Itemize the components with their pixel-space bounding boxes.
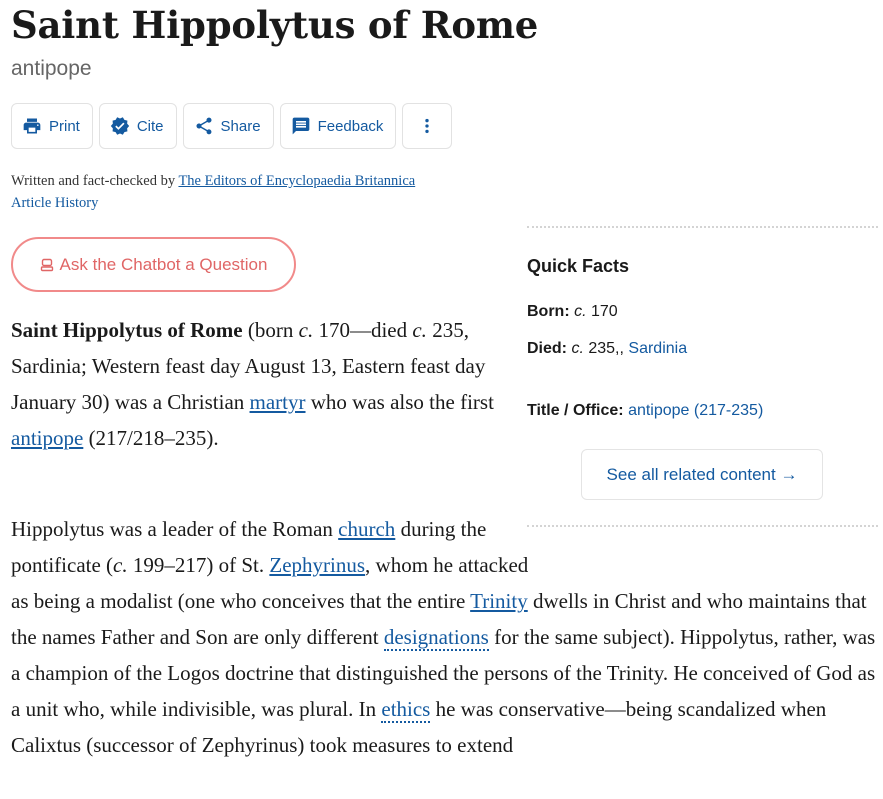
ask-chatbot-button[interactable] xyxy=(11,237,296,292)
chatbot-icon xyxy=(40,258,54,272)
cite-button[interactable] xyxy=(99,103,177,149)
article-toolbar xyxy=(11,103,452,149)
ethics-definition-link[interactable]: ethics xyxy=(381,697,431,721)
office-label: Title / Office: xyxy=(527,402,624,419)
body-text: 199–217) of St. xyxy=(127,553,270,577)
lead-text: 235, Sardinia; Western feast day August 13, Eastern feast day January 30) was a Christian xyxy=(11,318,486,414)
circa-abbr: c. xyxy=(571,340,584,357)
body-text: during the pontificate ( xyxy=(11,517,487,577)
circa-abbr: c. xyxy=(113,553,128,577)
designations-definition-link[interactable]: designations xyxy=(383,625,489,649)
body-paragraph xyxy=(11,511,881,763)
quick-facts-title-office xyxy=(527,402,763,420)
print-button[interactable] xyxy=(11,103,93,149)
share-icon xyxy=(194,116,214,136)
body-text: he was conservative—being scandalized when Calixtus (successor of Zephyrinus) took measures to extend xyxy=(11,697,827,757)
sidebar-spacer xyxy=(531,511,881,583)
feedback-icon xyxy=(291,116,311,136)
zephyrinus-link[interactable]: Zephyrinus xyxy=(269,553,366,577)
share-button[interactable] xyxy=(183,103,274,149)
circa-abbr: c. xyxy=(298,318,314,342)
antipope-link[interactable]: antipope xyxy=(11,426,84,450)
lead-text: who was also the first xyxy=(305,390,494,414)
quick-facts-born xyxy=(527,303,618,321)
page-title: Saint Hippolytus of Rome xyxy=(11,3,539,47)
page-subtitle: antipope xyxy=(11,57,92,80)
sardinia-link[interactable]: Sardinia xyxy=(628,340,688,357)
cite-label: Cite xyxy=(136,117,164,135)
body-text: for the same subject). Hippolytus, rather, was a champion of the Logos doctrine that distinguished the persons of the Trinity. He conceived of God as a unit who, while indivisible, was plural. In xyxy=(11,625,876,721)
trinity-link[interactable]: Trinity xyxy=(470,589,528,613)
see-all-related-content-button[interactable]: See all related content → xyxy=(581,449,823,500)
antipope-office-link[interactable]: antipope (217-235) xyxy=(628,402,764,419)
byline-prefix: Written and fact-checked by xyxy=(11,173,176,189)
share-label: Share xyxy=(220,117,261,135)
quick-facts-died xyxy=(527,340,687,358)
more-options-button[interactable] xyxy=(402,103,452,149)
circa-abbr: c. xyxy=(574,303,587,320)
born-value: 170 xyxy=(586,303,618,320)
body-text: dwells in Christ and who maintains that the names Father and Son are only different xyxy=(11,589,867,649)
feedback-label: Feedback xyxy=(317,117,384,135)
body-text: Hippolytus was a leader of the Roman xyxy=(11,517,339,541)
print-label: Print xyxy=(49,117,80,135)
born-label: Born: xyxy=(527,303,570,320)
feedback-button[interactable] xyxy=(280,103,397,149)
editors-link[interactable]: The Editors of Encyclopaedia Britannica xyxy=(178,173,416,189)
body-text: , whom he attacked as being a modalist (one who conceives that the entire xyxy=(11,553,529,613)
lead-paragraph xyxy=(11,312,501,456)
died-value: 235,, xyxy=(583,340,629,357)
verified-badge-icon xyxy=(110,116,130,136)
article-history-link[interactable]: Article History xyxy=(11,195,99,211)
martyr-link[interactable]: martyr xyxy=(249,390,306,414)
lead-text: (born xyxy=(242,318,299,342)
subject-name: Saint Hippolytus of Rome xyxy=(11,318,243,342)
chatbot-label: Ask the Chatbot a Question xyxy=(59,254,268,274)
printer-icon xyxy=(22,116,42,136)
lead-text: (217/218–235). xyxy=(83,426,219,450)
died-label: Died: xyxy=(527,340,567,357)
byline xyxy=(11,170,415,192)
quick-facts-title: Quick Facts xyxy=(527,256,630,276)
lead-text: 170—died xyxy=(313,318,413,342)
quick-facts-bottom-divider xyxy=(527,525,878,527)
more-vertical-icon xyxy=(417,116,437,136)
quick-facts-top-divider xyxy=(527,226,878,228)
church-link[interactable]: church xyxy=(338,517,396,541)
circa-abbr: c. xyxy=(412,318,427,342)
